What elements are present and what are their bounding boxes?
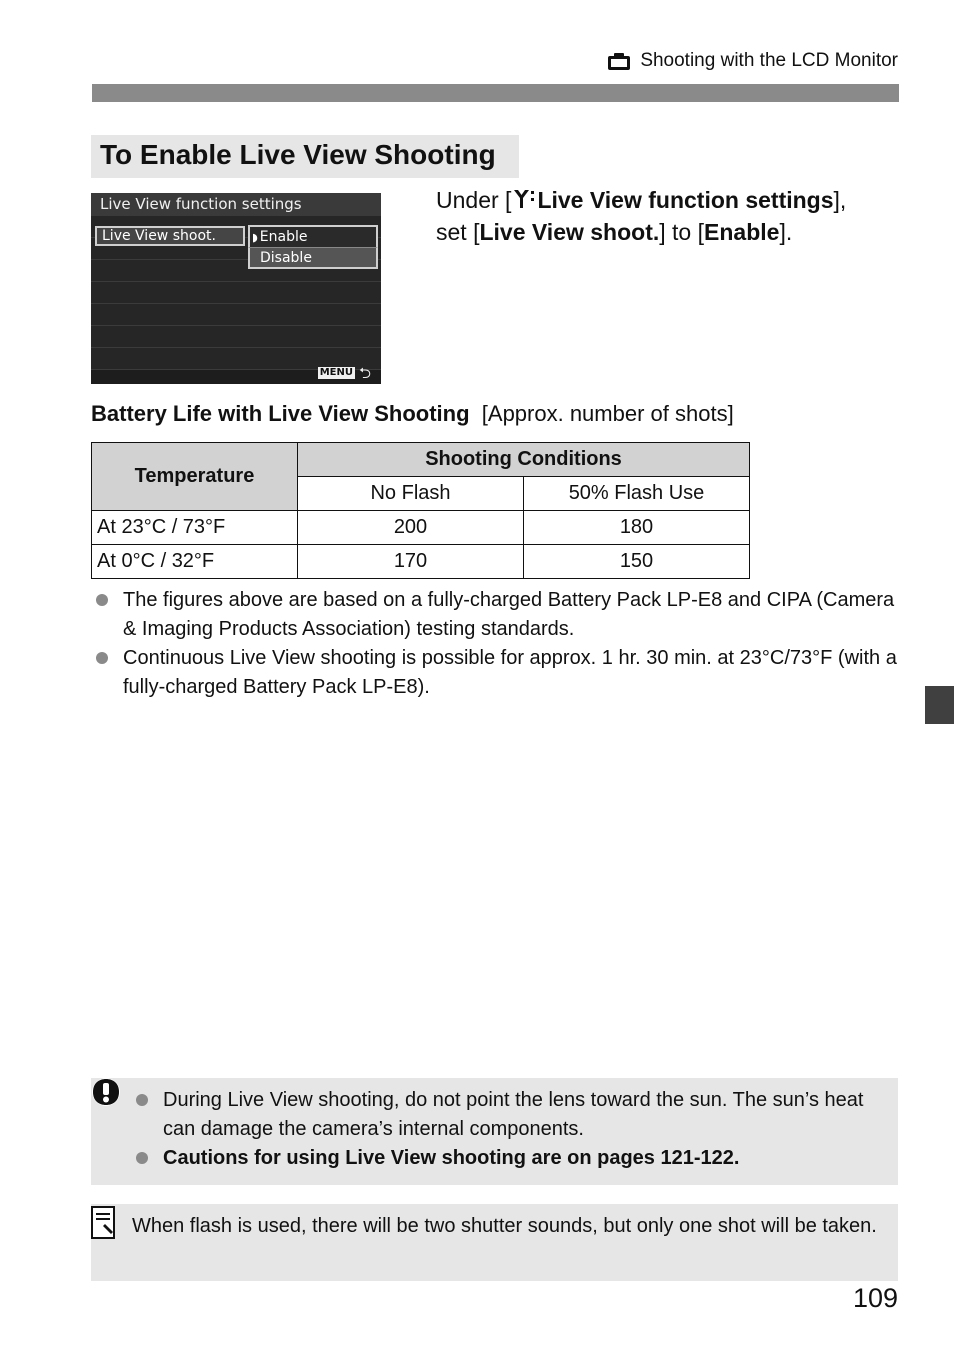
list-item: [96, 644, 906, 702]
caution-box: [91, 1078, 898, 1185]
instr-tab-name: Live View function settings: [537, 187, 834, 213]
note-text: Continuous Live View shooting is possible for approx. 1 hr. 30 min. at 23°C/73°F (with a fully-charged Battery Pack LP-E8).: [123, 647, 897, 698]
lcd-menu-return: [318, 366, 371, 380]
header-section-title: Shooting with the LCD Monitor: [640, 50, 898, 71]
lcd-row: [91, 282, 381, 304]
table-row: [92, 545, 750, 579]
caution-icon: [91, 1078, 121, 1106]
instr-text: ],: [833, 187, 847, 213]
battery-life-table: [91, 442, 750, 579]
instruction-text: [436, 184, 906, 248]
battery-heading-title: Battery Life with Live View Shooting: [91, 401, 470, 426]
instr-item-name: Live View shoot.: [479, 219, 660, 245]
menu-button-icon: MENU: [319, 367, 353, 378]
lcd-item-live-view-shoot: Live View shoot.: [95, 226, 245, 246]
lcd-option-enable: [248, 225, 378, 247]
lcd-option-disable: Disable: [248, 247, 378, 269]
table-cell-temp: At 23°C / 73°F: [92, 511, 298, 545]
table-header-no-flash: No Flash: [298, 477, 524, 511]
list-item: [136, 1086, 876, 1144]
instr-text: ].: [779, 219, 793, 245]
camera-icon: [608, 53, 630, 70]
section-title: To Enable Live View Shooting: [91, 135, 519, 178]
lcd-option-enable-label: Enable: [259, 229, 308, 245]
bullet-icon: [96, 594, 108, 606]
bullet-icon: [96, 652, 108, 664]
chapter-tab: [925, 686, 954, 724]
lcd-row: [91, 304, 381, 326]
header-rule: [92, 84, 899, 102]
caution-list: [136, 1086, 876, 1173]
battery-heading: [91, 401, 734, 427]
wrench-icon: [511, 188, 537, 210]
lcd-menu-title: Live View function settings: [91, 193, 381, 216]
instr-text: Under [: [436, 187, 512, 213]
table-cell-temp: At 0°C / 32°F: [92, 545, 298, 579]
note-box: [91, 1204, 898, 1281]
return-arrow-icon: ⮌: [358, 364, 371, 382]
bullet-icon: [136, 1094, 148, 1106]
page-number: 109: [852, 1283, 898, 1313]
table-header-flash: 50% Flash Use: [524, 477, 750, 511]
note-text: The figures above are based on a fully-charged Battery Pack LP-E8 and CIPA (Camera & Imaging Products Association) testing standards.: [123, 589, 895, 640]
instr-text: ] to [: [659, 219, 705, 245]
table-header-temperature: Temperature: [92, 443, 298, 511]
note-text: When flash is used, there will be two shutter sounds, but only one shot will be taken.: [132, 1215, 877, 1237]
instr-text: set [: [436, 219, 480, 245]
lcd-screenshot: [91, 193, 381, 384]
table-cell-no-flash: 200: [298, 511, 524, 545]
running-header: [608, 50, 898, 72]
bullet-icon: [136, 1152, 148, 1164]
lcd-row: [91, 326, 381, 348]
table-cell-no-flash: 170: [298, 545, 524, 579]
instr-value: Enable: [704, 219, 780, 245]
table-header-conditions: Shooting Conditions: [298, 443, 750, 477]
caution-text: During Live View shooting, do not point the lens toward the sun. The sun’s heat can damage the camera’s internal components.: [163, 1089, 864, 1140]
list-item: [136, 1144, 876, 1173]
table-cell-flash: 180: [524, 511, 750, 545]
memo-icon: [91, 1206, 117, 1240]
battery-notes: [96, 586, 906, 702]
list-item: [96, 586, 906, 644]
table-cell-flash: 150: [524, 545, 750, 579]
caution-text: Cautions for using Live View shooting are on pages 121-122.: [163, 1147, 740, 1169]
battery-heading-sub: [Approx. number of shots]: [481, 401, 734, 426]
table-row: [92, 511, 750, 545]
selection-marker-icon: ◗: [252, 231, 258, 244]
